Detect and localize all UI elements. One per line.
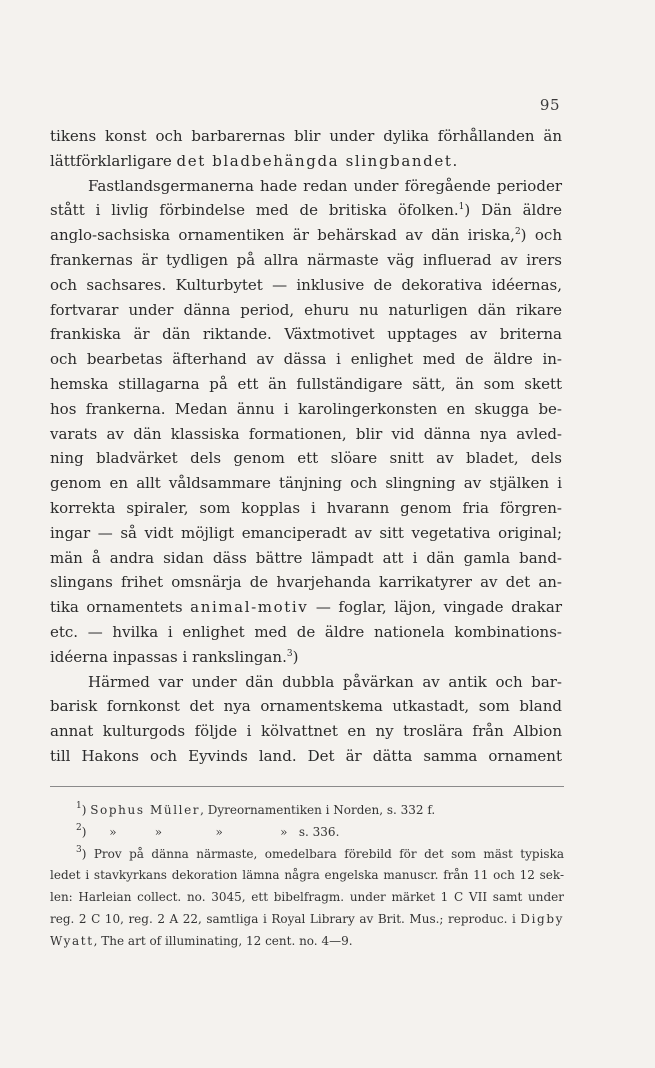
- footnote-divider: [50, 786, 564, 787]
- text-line: till Hakons och Eyvinds land. Det är dätta samma ornament: [50, 746, 562, 765]
- page-number: 95: [539, 96, 560, 114]
- paragraph: [50, 670, 562, 769]
- text-run: ) Dän äldre: [464, 201, 562, 220]
- text-line: genom en allt våldsammare tänjning och slingning av stjälken i: [50, 474, 562, 493]
- text-run: ): [81, 803, 91, 817]
- footnote-line: len: Harleian collect. no. 3045, ett bibelfragm. under märket 1 C VII samt under: [50, 890, 564, 905]
- footnote-line: ledet i stavkyrkans dekoration lämna några engelska manuscr. från 11 och 12 sek-: [50, 868, 564, 883]
- text-line: Fastlandsgermanerna hade redan under föregående perioder: [88, 176, 562, 195]
- text-line: hos frankerna. Medan ännu i karolingerkonsten en skugga be-: [50, 399, 562, 418]
- text-run: , The art of illuminating, 12 cent. no. 4—9.: [93, 933, 353, 948]
- text-line: slingans frihet omsnärja de hvarjehanda karrikatyrer av det an-: [50, 573, 562, 592]
- text-run: , Dyreornamentiken i Norden, s. 332 f.: [200, 803, 436, 817]
- text-line: och bearbetas äfterhand av dässa i enlighet med de äldre in-: [50, 350, 562, 369]
- footnote-ref: 1: [458, 202, 465, 213]
- footnote-ref: 3: [76, 844, 82, 855]
- text-run: stått i livlig förbindelse med de britiska öfolken.: [50, 201, 459, 220]
- text-line: ning bladvärket dels genom ett slöare snitt av bladet, dels: [50, 449, 562, 468]
- footnote-ref: 3: [286, 648, 293, 659]
- text-run: ): [292, 647, 299, 666]
- text-run: ) och: [520, 226, 562, 245]
- text-run: anglo-sachsiska ornamentiken är behärskad av dän iriska,: [50, 226, 515, 245]
- text-line: frankiska är dän riktande. Växtmotivet upptages av briterna: [50, 325, 562, 344]
- text-run: tika ornamentets: [50, 598, 191, 617]
- text-line: hemska stillagarna på ett än fullständigare sätt, än som skett: [50, 374, 562, 393]
- text-run: — foglar, läjon, vingade drakar: [308, 598, 563, 617]
- footnote: [50, 844, 564, 953]
- footnote-line: [50, 844, 564, 866]
- text-line: barisk fornkonst det nya ornamentskema utkastadt, som bland: [50, 697, 562, 716]
- footnote: [50, 822, 564, 844]
- footnote-line: [50, 931, 564, 953]
- paragraph: [50, 124, 562, 174]
- text-run: Sophus Müller: [90, 803, 201, 817]
- text-run: animal-motiv: [190, 598, 309, 617]
- text-run: idéerna inpassas i rankslingan.: [50, 647, 287, 666]
- text-line: tikens konst och barbarernas blir under dylika förhållanden än: [50, 127, 562, 145]
- text-line: [50, 645, 562, 670]
- text-line: och sachsares. Kulturbytet — inklusive de dekorativa idéernas,: [50, 275, 562, 294]
- text-run: reg. 2 C 10, reg. 2 A 22, samtliga i Royal Library av Brit. Mus.; reproduc. i: [50, 911, 521, 926]
- text-line: annat kulturgods följde i kölvattnet en ny troslära från Albion: [50, 722, 562, 741]
- footnote-line: [50, 800, 564, 822]
- footnotes: [50, 800, 564, 953]
- text-line: frankernas är tydligen på allra närmaste väg influerad av irers: [50, 250, 562, 269]
- text-line: ingar — så vidt möjligt emanciperadt av sitt vegetativa original;: [50, 523, 562, 542]
- text-line: Härmed var under dän dubbla påvärkan av antik och bar-: [88, 672, 562, 691]
- text-run: lättförklarligare: [50, 151, 177, 170]
- text-run: det bladbehängda slingbandet.: [176, 151, 459, 170]
- footnote-ref: 2: [514, 227, 521, 238]
- footnote-ref: 1: [76, 801, 82, 811]
- text-line: varats av dän klassiska formationen, blir vid dänna nya avled-: [50, 424, 562, 443]
- footnote: [50, 800, 564, 822]
- text-run: ) Prov på dänna närmaste, omedelbara förebild för det som mäst typiska: [81, 846, 564, 861]
- footnote-ref: 2: [76, 822, 82, 833]
- paragraph: [50, 174, 562, 670]
- footnote-line: [50, 909, 564, 931]
- text-line: [50, 223, 562, 248]
- text-line: män å andra sidan däss bättre lämpadt att i dän gamla band-: [50, 548, 562, 567]
- text-line: etc. — hvilka i enlighet med de äldre nationela kombinations-: [50, 622, 562, 641]
- text-run: ) » » » » s. 336.: [81, 824, 340, 839]
- body-text: [50, 124, 562, 769]
- footnote-line: [50, 822, 564, 844]
- text-run: Wyatt: [50, 933, 94, 948]
- text-run: Digby: [520, 911, 564, 926]
- text-line: [50, 149, 562, 174]
- text-line: [50, 198, 562, 223]
- text-line: [50, 595, 562, 620]
- text-line: fortvarar under dänna period, ehuru nu naturligen dän rikare: [50, 300, 562, 319]
- text-line: korrekta spiraler, som kopplas i hvarann genom fria förgren-: [50, 498, 562, 517]
